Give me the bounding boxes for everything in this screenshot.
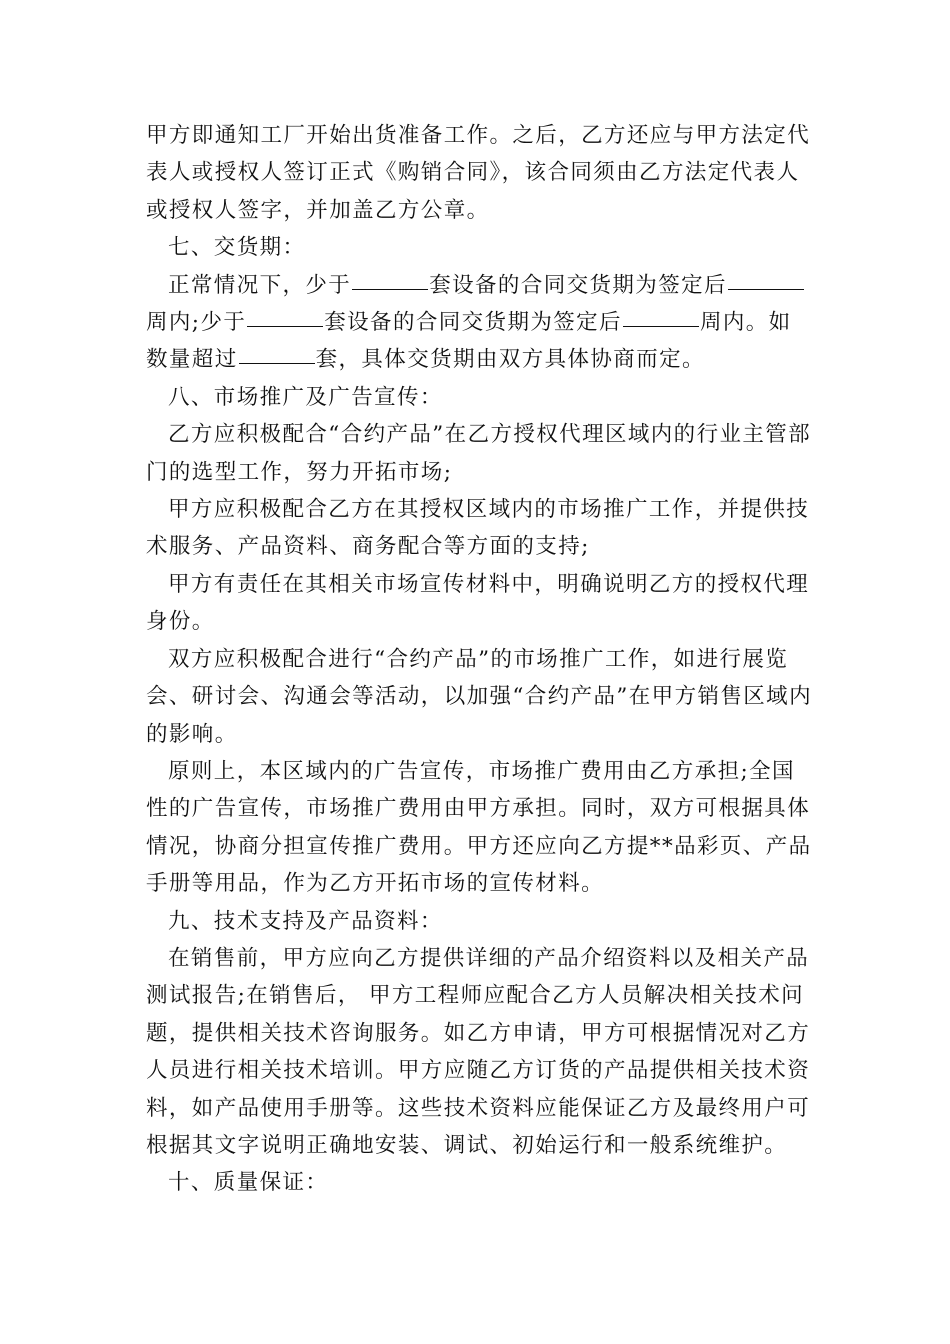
section-7-heading: 七、交货期：	[168, 235, 306, 261]
section-7-text-c: 周内;少于	[146, 310, 247, 336]
section-8-paragraph-5: 原则上，本区域内的广告宣传，市场推广费用由乙方承担;全国性的广告宣传，市场推广费用由甲方承担。同时，双方可根据具体情况，协商分担宣传推广费用。甲方还应向乙方提**品彩页、产品手册等用品，作为乙方开拓市场的宣传材料。	[146, 758, 812, 897]
fill-blank-5	[239, 362, 315, 364]
section-7-text-b: 套设备的合同交货期为签定后	[429, 272, 727, 298]
section-9-heading: 九、技术支持及产品资料：	[168, 908, 443, 934]
section-7-text-a: 正常情况下，少于	[168, 272, 352, 298]
fill-blank-3	[247, 325, 323, 327]
section-7-text-e: 周内。如数量超过	[146, 310, 792, 373]
section-8-paragraph-3: 甲方有责任在其相关市场宣传材料中，明确说明乙方的授权代理身份。	[146, 571, 810, 635]
section-7-text-d: 套设备的合同交货期为签定后	[324, 310, 622, 336]
fill-blank-1	[352, 288, 428, 290]
section-8-heading: 八、市场推广及广告宣传：	[168, 384, 443, 410]
section-8-paragraph-1: 乙方应积极配合“合约产品”在乙方授权代理区域内的行业主管部门的选型工作，努力开拓市场;	[146, 422, 812, 485]
section-8-paragraph-4: 双方应积极配合进行“合约产品”的市场推广工作，如进行展览会、研讨会、沟通会等活动，以加强“合约产品”在甲方销售区域内的影响。	[146, 646, 812, 747]
fill-blank-2	[728, 288, 804, 290]
section-7-paragraph	[146, 267, 814, 379]
section-7-text-f: 套，具体交货期由双方具体协商而定。	[315, 347, 705, 373]
section-10-heading: 十、质量保证：	[168, 1170, 329, 1196]
section-8-paragraph-2: 甲方应积极配合乙方在其授权区域内的市场推广工作，并提供技术服务、产品资料、商务配合等方面的支持;	[146, 497, 810, 560]
intro-paragraph: 甲方即通知工厂开始出货准备工作。之后，乙方还应与甲方法定代表人或授权人签订正式《购销合同》，该合同须由乙方法定代表人或授权人签字，并加盖乙方公章。	[146, 123, 811, 223]
document-body	[146, 117, 814, 1202]
section-9-paragraph-1: 在销售前，甲方应向乙方提供详细的产品介绍资料以及相关产品测试报告;在销售后， 甲方工程师应配合乙方人员解决相关技术问题，提供相关技术咨询服务。如乙方申请，甲方可根据情况对乙方人员进行相关技术培训。甲方应随乙方订货的产品提供相关技术资料，如产品使用手册等。这些技术资料应能保证乙方及最终用户可根据其文字说明正确地安装、调试、初始运行和一般系统维护。	[146, 945, 811, 1158]
fill-blank-4	[623, 325, 699, 327]
